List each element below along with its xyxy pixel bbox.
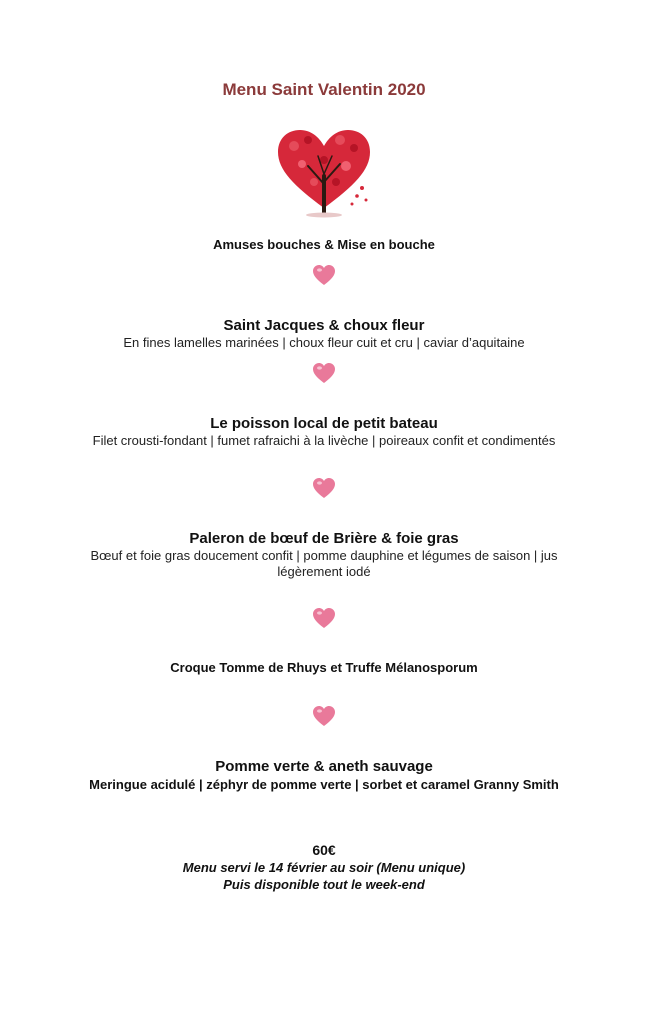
service-note: Menu servi le 14 février au soir (Menu unique) [182, 860, 466, 875]
course-amuses-bouches: Amuses bouches & Mise en bouche [213, 237, 435, 252]
heart-icon [312, 477, 336, 499]
course-saint-jacques-description: En fines lamelles marinées | choux fleur cuit et cru | caviar d’aquitaine [123, 335, 525, 350]
heart-icon [312, 264, 336, 286]
course-paleron: Paleron de bœuf de Brière & foie gras [189, 530, 459, 547]
heart-tree-icon [274, 126, 374, 220]
course-poisson: Le poisson local de petit bateau [210, 415, 438, 432]
heart-icon [312, 705, 336, 727]
course-saint-jacques: Saint Jacques & choux fleur [223, 317, 425, 334]
course-paleron-description: Bœuf et foie gras doucement confit | pomme dauphine et légumes de saison | jus légèrement iodé [90, 548, 558, 579]
availability-note: Puis disponible tout le week-end [223, 877, 425, 892]
course-pomme-verte-description: Meringue acidulé | zéphyr de pomme verte | sorbet et caramel Granny Smith [89, 777, 559, 792]
course-poisson-description: Filet crousti-fondant | fumet rafraichi à la livèche | poireaux confit et condimentés [92, 433, 556, 448]
course-pomme-verte: Pomme verte & aneth sauvage [215, 758, 433, 775]
course-croque-tomme: Croque Tomme de Rhuys et Truffe Mélanosporum [170, 660, 478, 675]
heart-icon [312, 362, 336, 384]
menu-price: 60€ [312, 842, 336, 858]
menu-title: Menu Saint Valentin 2020 [222, 80, 426, 99]
heart-icon [312, 607, 336, 629]
